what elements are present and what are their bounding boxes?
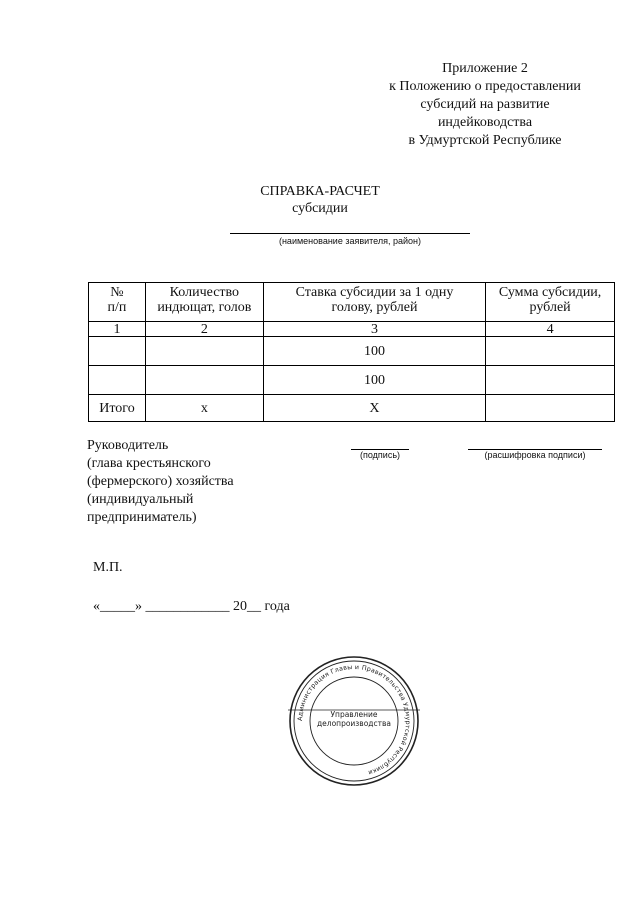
total-cell: х xyxy=(145,395,263,422)
total-label: Итого xyxy=(89,395,146,422)
column-number: 2 xyxy=(145,322,263,337)
head-line: (фермерского) хозяйства xyxy=(87,474,234,489)
column-number-row xyxy=(89,322,615,337)
appendix-line: субсидий на развитие xyxy=(420,97,550,112)
table-cell xyxy=(145,337,263,366)
official-stamp xyxy=(288,655,420,787)
table-cell xyxy=(486,366,615,395)
table-row xyxy=(89,337,615,366)
title-sub: субсидии xyxy=(292,201,348,216)
applicant-caption: (наименование заявителя, район) xyxy=(278,236,422,246)
applicant-underline xyxy=(230,233,470,234)
table-row xyxy=(89,366,615,395)
date-line: «_____» ____________ 20__ года xyxy=(93,599,290,614)
column-number: 4 xyxy=(486,322,615,337)
document-title xyxy=(200,183,440,217)
stamp-ring-text: Администрация Главы и Правительства Удмуртской Республики xyxy=(296,663,412,776)
total-cell: Х xyxy=(263,395,485,422)
signature-caption: (подпись) xyxy=(359,450,401,460)
stamp-center-line2: делопроизводства xyxy=(316,719,392,728)
table-total-row xyxy=(89,395,615,422)
table-cell xyxy=(89,337,146,366)
table-cell xyxy=(145,366,263,395)
total-cell xyxy=(486,395,615,422)
header-cell-number: № п/п xyxy=(89,283,146,322)
table-cell: 100 xyxy=(263,337,485,366)
stamp-center-line1: Управление xyxy=(330,710,378,719)
appendix-line: индейководства xyxy=(437,115,533,130)
head-line: Руководитель xyxy=(87,438,169,453)
head-line: (индивидуальный xyxy=(87,492,194,507)
title-main: СПРАВКА-РАСЧЕТ xyxy=(260,184,380,199)
head-line: предприниматель) xyxy=(87,510,197,525)
seal-place-label: М.П. xyxy=(93,560,123,575)
table-header-row xyxy=(89,283,615,322)
table-cell: 100 xyxy=(263,366,485,395)
table-cell xyxy=(89,366,146,395)
appendix-line: в Удмуртской Республике xyxy=(408,133,562,148)
appendix-line: к Положению о предоставлении xyxy=(389,79,581,94)
head-line: (глава крестьянского xyxy=(87,456,211,471)
header-cell-quantity: Количество индющат, голов xyxy=(145,283,263,322)
head-title-block xyxy=(87,437,307,527)
stamp-seal-icon xyxy=(288,655,420,787)
table-cell xyxy=(486,337,615,366)
subsidy-table xyxy=(88,282,615,422)
header-cell-amount: Сумма субсидии, рублей xyxy=(486,283,615,322)
appendix-block xyxy=(360,60,610,150)
header-cell-rate: Ставка субсидии за 1 одну голову, рублей xyxy=(263,283,485,322)
decoding-caption: (расшифровка подписи) xyxy=(484,450,586,460)
column-number: 1 xyxy=(89,322,146,337)
appendix-line: Приложение 2 xyxy=(442,61,528,76)
column-number: 3 xyxy=(263,322,485,337)
